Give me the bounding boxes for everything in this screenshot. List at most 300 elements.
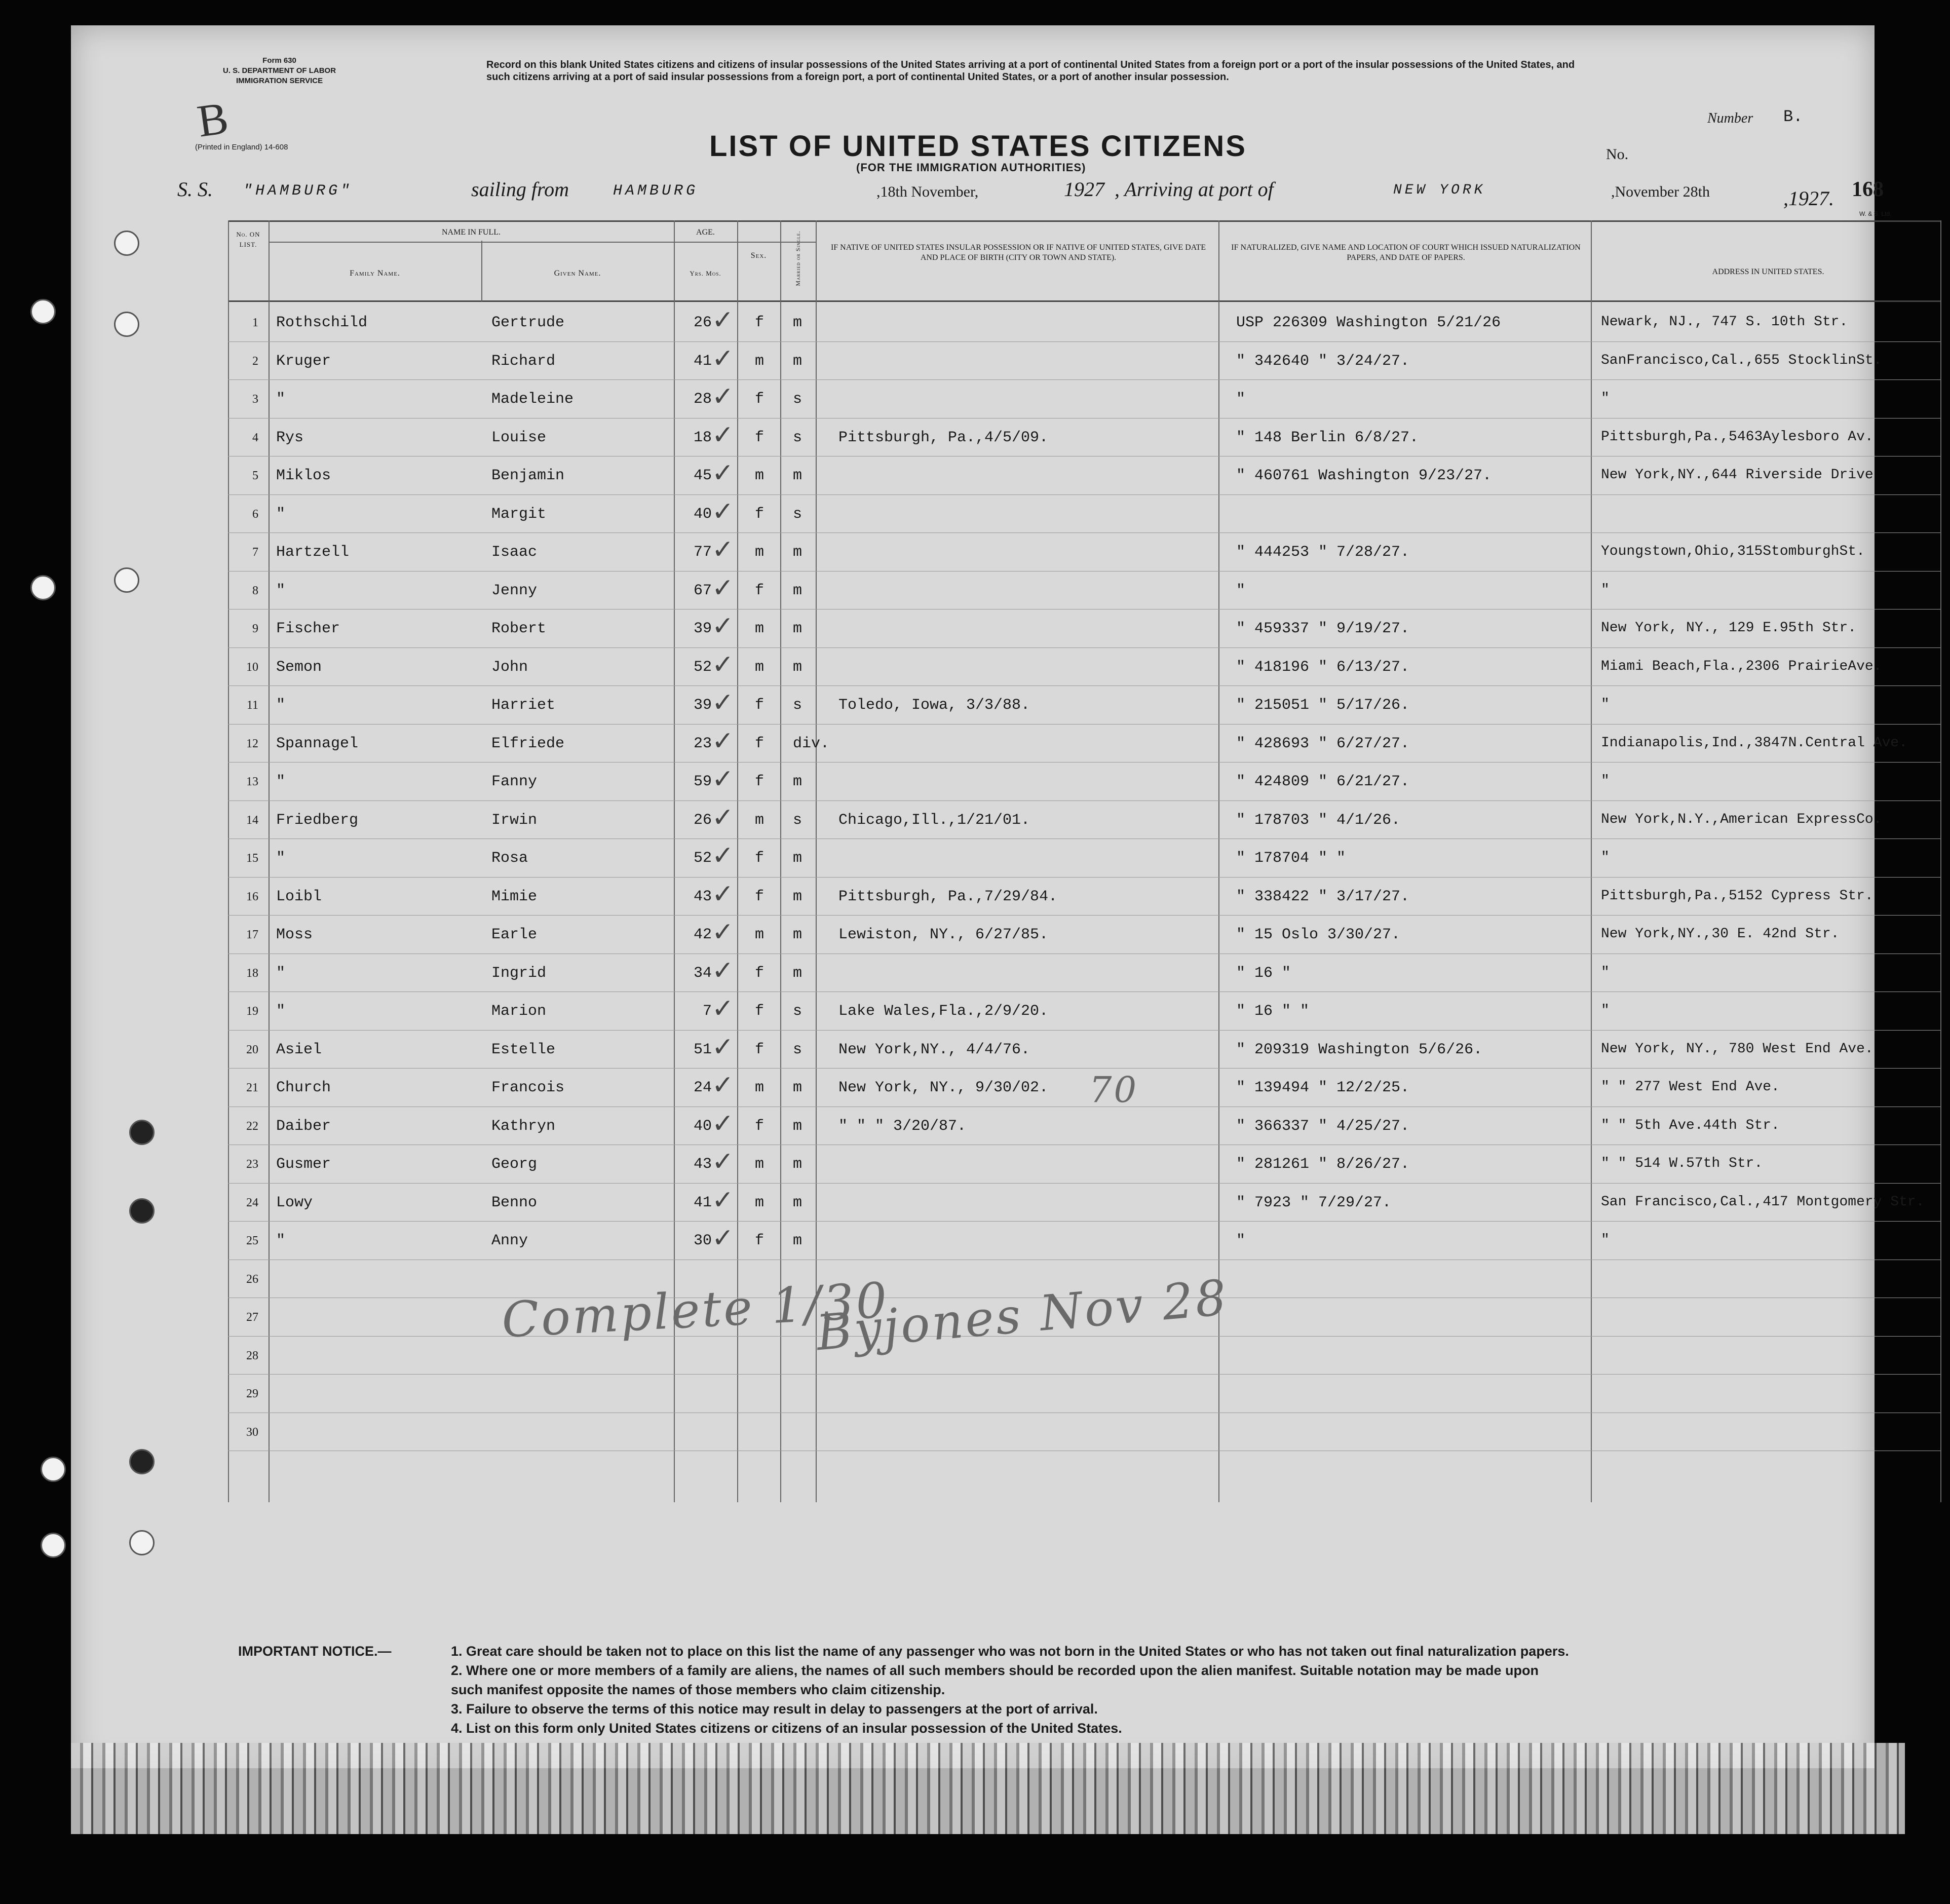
cell-naturalization: " [1236,391,1246,408]
cell-us-address: New York,NY.,30 E. 42nd Str. [1601,926,1840,942]
cell-family-name: Rothschild [276,314,368,331]
table-row [228,1183,1940,1221]
cell-marital-status: s [793,697,802,714]
cell-naturalization: " 460761 Washington 9/23/27. [1236,467,1492,484]
cell-family-name: Miklos [276,467,331,484]
cell-us-address: " [1601,1003,1610,1018]
cell-marital-status: m [793,582,802,599]
cell-given-name: Harriet [491,697,556,714]
cell-row-number: 17 [246,928,258,941]
ship-name: "HAMBURG" [243,182,353,200]
table-row [228,724,1940,761]
cell-age-years: 28 [693,391,712,408]
cell-sex: f [755,391,764,408]
cell-age-years: 39 [693,697,712,714]
table-row [228,1068,1940,1106]
cell-age-years: 51 [693,1041,712,1058]
punch-hole [30,299,56,324]
pencil-note-right: Byjones Nov 28 [814,1269,1231,1362]
cell-naturalization: " 444253 " 7/28/27. [1236,544,1410,561]
cell-given-name: Georg [491,1156,538,1173]
cell-sex: m [755,926,764,943]
col-header-age: AGE. [696,228,715,237]
cell-given-name: Rosa [491,850,528,867]
cell-naturalization: " 424809 " 6/21/27. [1236,773,1410,790]
checkmark: ✓ [712,764,734,794]
cell-family-name: Moss [276,926,313,943]
punch-hole [41,1533,66,1558]
cell-us-address: New York, NY., 129 E.95th Str. [1601,620,1857,636]
table-header-rule [228,300,1940,302]
cell-sex: f [755,1003,764,1020]
cell-naturalization: " 342640 " 3/24/27. [1236,352,1410,370]
cell-naturalization: " 366337 " 4/25/27. [1236,1117,1410,1135]
cell-age-years: 77 [693,544,712,561]
cell-birthplace: Chicago,Ill.,1/21/01. [838,811,1030,829]
manifest-page [71,25,1925,1768]
cell-naturalization: " 281261 " 8/26/27. [1236,1156,1410,1173]
cell-naturalization: " 178704 " " [1236,850,1346,867]
cell-row-number: 20 [246,1043,258,1056]
cell-given-name: Louise [491,429,547,446]
cell-naturalization: " 215051 " 5/17/26. [1236,697,1410,714]
cell-age-years: 43 [693,1156,712,1173]
col-header-naturalized: IF NATURALIZED, GIVE NAME AND LOCATION OF COURT WHICH ISSUED NATURALIZATION PAPERS, AND DATE OF PAPERS. [1231,243,1581,262]
checkmark: ✓ [712,879,734,909]
date-from: ,18th November, [876,183,979,200]
cell-naturalization: " [1236,582,1246,599]
notice-item: 3. Failure to observe the terms of this notice may result in delay to passengers at the port of arrival. [451,1701,1098,1717]
table-row [228,609,1940,646]
punch-hole [129,1120,155,1145]
cell-marital-status: m [793,964,802,982]
cell-us-address: Pittsburgh,Pa.,5463Aylesboro Av. [1601,429,1873,445]
punch-hole [41,1457,66,1482]
col-header-native: IF NATIVE OF UNITED STATES INSULAR POSSESSION OR IF NATIVE OF UNITED STATES, GIVE DATE AND PLACE OF BIRTH (CITY OR TOWN AND STATE). [830,243,1206,262]
table-row [228,992,1940,1029]
cell-us-address: " [1601,964,1610,980]
cell-row-number: 8 [252,584,258,597]
checkmark: ✓ [712,802,734,833]
torn-edge [71,1743,1905,1834]
cell-given-name: Margit [491,505,547,523]
cell-given-name: Richard [491,352,556,370]
cell-row-number: 24 [246,1196,258,1209]
cell-family-name: Friedberg [276,811,359,829]
department-name: U. S. DEPARTMENT OF LABOR [223,66,336,75]
cell-naturalization: " 7923 " 7/29/27. [1236,1194,1392,1211]
printed-in: (Printed in England) 14-608 [195,143,288,151]
checkmark: ✓ [712,1147,734,1177]
cell-row-number: 10 [246,660,258,674]
table-row [228,379,1940,417]
cell-row-number: 2 [252,354,258,368]
form-info [223,56,336,86]
cell-marital-status: m [793,620,802,637]
table-row [228,762,1940,799]
checkmark: ✓ [712,573,734,603]
checkmark: ✓ [712,1223,734,1253]
cell-row-number: 22 [246,1119,258,1133]
number-value: B. [1783,107,1803,126]
notice-item: 4. List on this form only United States citizens or citizens of an insular possession of the United States. [451,1721,1122,1736]
cell-marital-status: m [793,1156,802,1173]
col-header-no: No. ON LIST. [236,231,260,248]
checkmark: ✓ [712,1070,734,1100]
cell-birthplace: Lake Wales,Fla.,2/9/20. [838,1003,1049,1020]
table-row [228,877,1940,915]
checkmark: ✓ [712,917,734,947]
cell-marital-status: m [793,888,802,905]
cell-sex: m [755,1194,764,1211]
cell-given-name: Mimie [491,888,538,905]
cell-sex: m [755,1079,764,1096]
cell-sex: f [755,1041,764,1058]
col-header-address: ADDRESS IN UNITED STATES. [1712,268,1824,276]
punch-hole [114,312,139,337]
printer-mark: W. & S. Ltd. [1859,210,1892,217]
port-from: HAMBURG [613,182,699,200]
table-row [228,686,1940,723]
cell-sex: f [755,1117,764,1135]
cell-marital-status: s [793,811,802,829]
cell-sex: f [755,314,764,331]
cell-given-name: Isaac [491,544,538,561]
cell-row-number: 12 [246,737,258,750]
punch-hole [129,1530,155,1555]
cell-naturalization: " 459337 " 9/19/27. [1236,620,1410,637]
cell-birthplace: Lewiston, NY., 6/27/85. [838,926,1049,943]
date-to: ,November 28th [1611,183,1710,200]
cell-sex: f [755,850,764,867]
checkmark: ✓ [712,305,734,335]
cell-family-name: " [276,697,286,714]
cell-sex: f [755,888,764,905]
cell-sex: f [755,735,764,752]
checkmark: ✓ [712,382,734,412]
cell-sex: m [755,544,764,561]
cell-given-name: Madeleine [491,391,574,408]
cell-marital-status: m [793,1117,802,1135]
cell-family-name: Kruger [276,352,331,370]
cell-us-address: Miami Beach,Fla.,2306 PrairieAve. [1601,658,1882,674]
cell-given-name: Earle [491,926,538,943]
record-note: Record on this blank United States citizens and citizens of insular possessions of the United States arriving at a port of continental United States from a foreign port or a port of the insular possessions of the United States, and such citizens arriving at a port of said insular possessions from a foreign port, a port of continental United States, or a port of another insular possession. [486,59,1575,83]
cell-us-address: New York,NY.,644 Riverside Drive [1601,467,1873,483]
table-row [228,954,1940,991]
cell-sex: m [755,811,764,829]
table-row [228,532,1940,570]
cell-family-name: " [276,850,286,867]
cell-row-number: 13 [246,775,258,788]
cell-marital-status: s [793,1041,802,1058]
arriving-label: , Arriving at port of [1115,178,1274,201]
cell-row-number: 5 [252,469,258,482]
cell-birthplace: Pittsburgh, Pa.,4/5/09. [838,429,1049,446]
cell-sex: m [755,620,764,637]
cell-naturalization: " 338422 " 3/17/27. [1236,888,1410,905]
cell-us-address: New York, NY., 780 West End Ave. [1601,1041,1873,1057]
cell-birthplace: New York, NY., 9/30/02. [838,1079,1049,1096]
cell-marital-status: m [793,467,802,484]
cell-naturalization: " 139494 " 12/2/25. [1236,1079,1410,1096]
cell-naturalization: " 15 Oslo 3/30/27. [1236,926,1401,943]
table-row [228,1107,1940,1144]
cell-age-years: 23 [693,735,712,752]
cell-us-address: Newark, NJ., 747 S. 10th Str. [1601,314,1848,330]
cell-us-address: San Francisco,Cal.,417 Montgomery Str. [1601,1194,1925,1210]
cell-family-name: " [276,582,286,599]
handwritten-mark: B [194,93,232,147]
cell-sex: f [755,964,764,982]
cell-family-name: " [276,505,286,523]
pencil-mark-row21: 70 [1089,1069,1139,1111]
cell-age-years: 52 [693,658,712,676]
table-row [228,456,1940,493]
table-row [228,494,1940,532]
cell-age-years: 59 [693,773,712,790]
cell-sex: f [755,429,764,446]
cell-us-address: " [1601,391,1610,406]
cell-birthplace: Toledo, Iowa, 3/3/88. [838,697,1030,714]
cell-us-address: Indianapolis,Ind.,3847N.Central Ave. [1601,735,1907,751]
cell-us-address: SanFrancisco,Cal.,655 StocklinSt. [1601,352,1882,368]
notice-item: 2. Where one or more members of a family are aliens, the names of all such members should be recorded upon the alien manifest. Suitable notation may be made upon [451,1663,1539,1678]
cell-age-years: 26 [693,314,712,331]
cell-marital-status: s [793,505,802,523]
cell-age-years: 42 [693,926,712,943]
col-header-sex: Sex. [750,251,767,260]
cell-given-name: Ingrid [491,964,547,982]
cell-sex: f [755,505,764,523]
cell-row-number: 6 [252,507,258,521]
col-header-family: Family Name. [350,269,400,278]
no-label: No. [1606,146,1629,163]
cell-marital-status: m [793,1079,802,1096]
cell-naturalization: " 428693 " 6/27/27. [1236,735,1410,752]
cell-age-years: 43 [693,888,712,905]
punch-hole [114,567,139,593]
cell-family-name: " [276,964,286,982]
table-row [228,1145,1940,1182]
page-subtitle: (FOR THE IMMIGRATION AUTHORITIES) [856,161,1086,174]
cell-sex: f [755,1232,764,1249]
cell-family-name: " [276,391,286,408]
table-row [228,915,1940,953]
cell-birthplace: " " " 3/20/87. [838,1117,967,1135]
cell-age-years: 67 [693,582,712,599]
cell-marital-status: m [793,352,802,370]
table-row [228,1336,1940,1374]
cell-family-name: Rys [276,429,304,446]
cell-marital-status: m [793,850,802,867]
cell-row-number: 25 [246,1234,258,1247]
cell-sex: f [755,773,764,790]
checkmark: ✓ [712,535,734,565]
cell-given-name: Kathryn [491,1117,556,1135]
table-row [228,839,1940,876]
checkmark: ✓ [712,726,734,756]
cell-sex: m [755,467,764,484]
cell-family-name: Lowy [276,1194,313,1211]
cell-us-address: Pittsburgh,Pa.,5152 Cypress Str. [1601,888,1873,904]
cell-row-number: 14 [246,813,258,827]
cell-age-years: 41 [693,1194,712,1211]
cell-given-name: Jenny [491,582,538,599]
cell-row-number: 11 [246,699,258,712]
cell-sex: m [755,1156,764,1173]
cell-us-address: Youngstown,Ohio,315StomburghSt. [1601,544,1865,559]
cell-marital-status: m [793,773,802,790]
cell-given-name: Marion [491,1003,547,1020]
punch-hole [129,1198,155,1224]
col-header-name: NAME IN FULL. [442,228,501,237]
cell-sex: m [755,658,764,676]
cell-marital-status: m [793,544,802,561]
cell-us-address: " [1601,1232,1610,1248]
table-row [228,303,1940,340]
cell-age-years: 26 [693,811,712,829]
cell-us-address: " " 514 W.57th Str. [1601,1156,1763,1171]
cell-family-name: " [276,773,286,790]
pencil-note-left: Complete 1/30 [500,1272,891,1349]
cell-age-years: 41 [693,352,712,370]
cell-row-number: 1 [252,316,258,329]
cell-age-years: 39 [693,620,712,637]
checkmark: ✓ [712,420,734,450]
service-name: IMMIGRATION SERVICE [236,77,323,85]
checkmark: ✓ [712,688,734,718]
checkmark: ✓ [712,1108,734,1139]
cell-row-number: 29 [246,1387,258,1400]
cell-naturalization: " 418196 " 6/13/27. [1236,658,1410,676]
checkmark: ✓ [712,496,734,527]
cell-naturalization: " 178703 " 4/1/26. [1236,811,1401,829]
punch-hole [129,1449,155,1474]
col-header-given: Given Name. [554,269,601,278]
cell-row-number: 16 [246,890,258,903]
cell-age-years: 24 [693,1079,712,1096]
sailing-label: sailing from [471,178,569,201]
cell-given-name: Elfriede [491,735,565,752]
cell-naturalization: USP 226309 Washington 5/21/26 [1236,314,1501,331]
cell-us-address: " " 5th Ave.44th Str. [1601,1117,1780,1133]
table-row [228,1030,1940,1068]
cell-marital-status: s [793,429,802,446]
cell-given-name: Robert [491,620,547,637]
cell-marital-status: m [793,926,802,943]
cell-family-name: Hartzell [276,544,350,561]
table-row [228,341,1940,379]
notice-item: 1. Great care should be taken not to place on this list the name of any passenger who was not born in the United States or who has not taken out final naturalization papers. [451,1644,1569,1659]
cell-family-name: Gusmer [276,1156,331,1173]
cell-family-name: Church [276,1079,331,1096]
checkmark: ✓ [712,649,734,680]
cell-row-number: 3 [252,393,258,406]
cell-given-name: Irwin [491,811,538,829]
cell-birthplace: Pittsburgh, Pa.,7/29/84. [838,888,1058,905]
subheader-rule [269,242,816,243]
cell-given-name: Estelle [491,1041,556,1058]
cell-sex: f [755,582,764,599]
cell-given-name: Anny [491,1232,528,1249]
cell-us-address: New York,N.Y.,American ExpressCo. [1601,811,1882,827]
col-header-age-sub: Yrs. Mos. [690,270,721,277]
cell-row-number: 15 [246,852,258,865]
punch-hole [114,231,139,256]
year-to: ,1927. [1783,187,1834,210]
checkmark: ✓ [712,841,734,871]
cell-marital-status: m [793,314,802,331]
cell-marital-status: m [793,658,802,676]
cell-row-number: 21 [246,1081,258,1094]
cell-sex: f [755,697,764,714]
cell-naturalization: " 148 Berlin 6/8/27. [1236,429,1419,446]
cell-age-years: 40 [693,505,712,523]
cell-given-name: Benno [491,1194,538,1211]
notice-lead: IMPORTANT NOTICE.— [238,1644,392,1659]
checkmark: ✓ [712,611,734,641]
cell-marital-status: div. [793,735,830,752]
cell-family-name: Loibl [276,888,322,905]
cell-row-number: 26 [246,1272,258,1286]
table-row [228,571,1940,608]
cell-row-number: 30 [246,1425,258,1439]
checkmark: ✓ [712,1032,734,1062]
cell-age-years: 45 [693,467,712,484]
page-title: LIST OF UNITED STATES CITIZENS [709,130,1247,163]
cell-sex: m [755,352,764,370]
cell-family-name: Spannagel [276,735,359,752]
cell-family-name: Semon [276,658,322,676]
cell-marital-status: m [793,1232,802,1249]
cell-us-address: " [1601,582,1610,598]
cell-us-address: " [1601,773,1610,789]
col-rule [1940,220,1941,1502]
table-row [228,1413,1940,1450]
table-top-rule [228,220,1940,222]
cell-age-years: 52 [693,850,712,867]
checkmark: ✓ [712,343,734,374]
cell-row-number: 19 [246,1005,258,1018]
cell-us-address: " " 277 West End Ave. [1601,1079,1780,1095]
cell-row-number: 23 [246,1158,258,1171]
cell-marital-status: s [793,391,802,408]
table-row [228,1221,1940,1259]
cell-age-years: 40 [693,1117,712,1135]
cell-family-name: Daiber [276,1117,331,1135]
cell-row-number: 27 [246,1311,258,1324]
cell-given-name: Gertrude [491,314,565,331]
cell-birthplace: New York,NY., 4/4/76. [838,1041,1030,1058]
col-header-married: Married or Single. [794,231,801,286]
cell-family-name: " [276,1003,286,1020]
cell-row-number: 18 [246,966,258,980]
cell-us-address: " [1601,697,1610,712]
number-label: Number [1707,110,1753,126]
cell-age-years: 18 [693,429,712,446]
ss-label: S. S. [177,178,213,201]
cell-us-address: " [1601,850,1610,865]
port-to: NEW YORK [1393,182,1486,198]
table-row [228,801,1940,838]
cell-given-name: Fanny [491,773,538,790]
form-number: Form 630 [262,56,296,65]
cell-marital-status: m [793,1194,802,1211]
cell-age-years: 30 [693,1232,712,1249]
page-number: 168 [1852,178,1884,201]
cell-naturalization: " 16 " [1236,964,1291,982]
